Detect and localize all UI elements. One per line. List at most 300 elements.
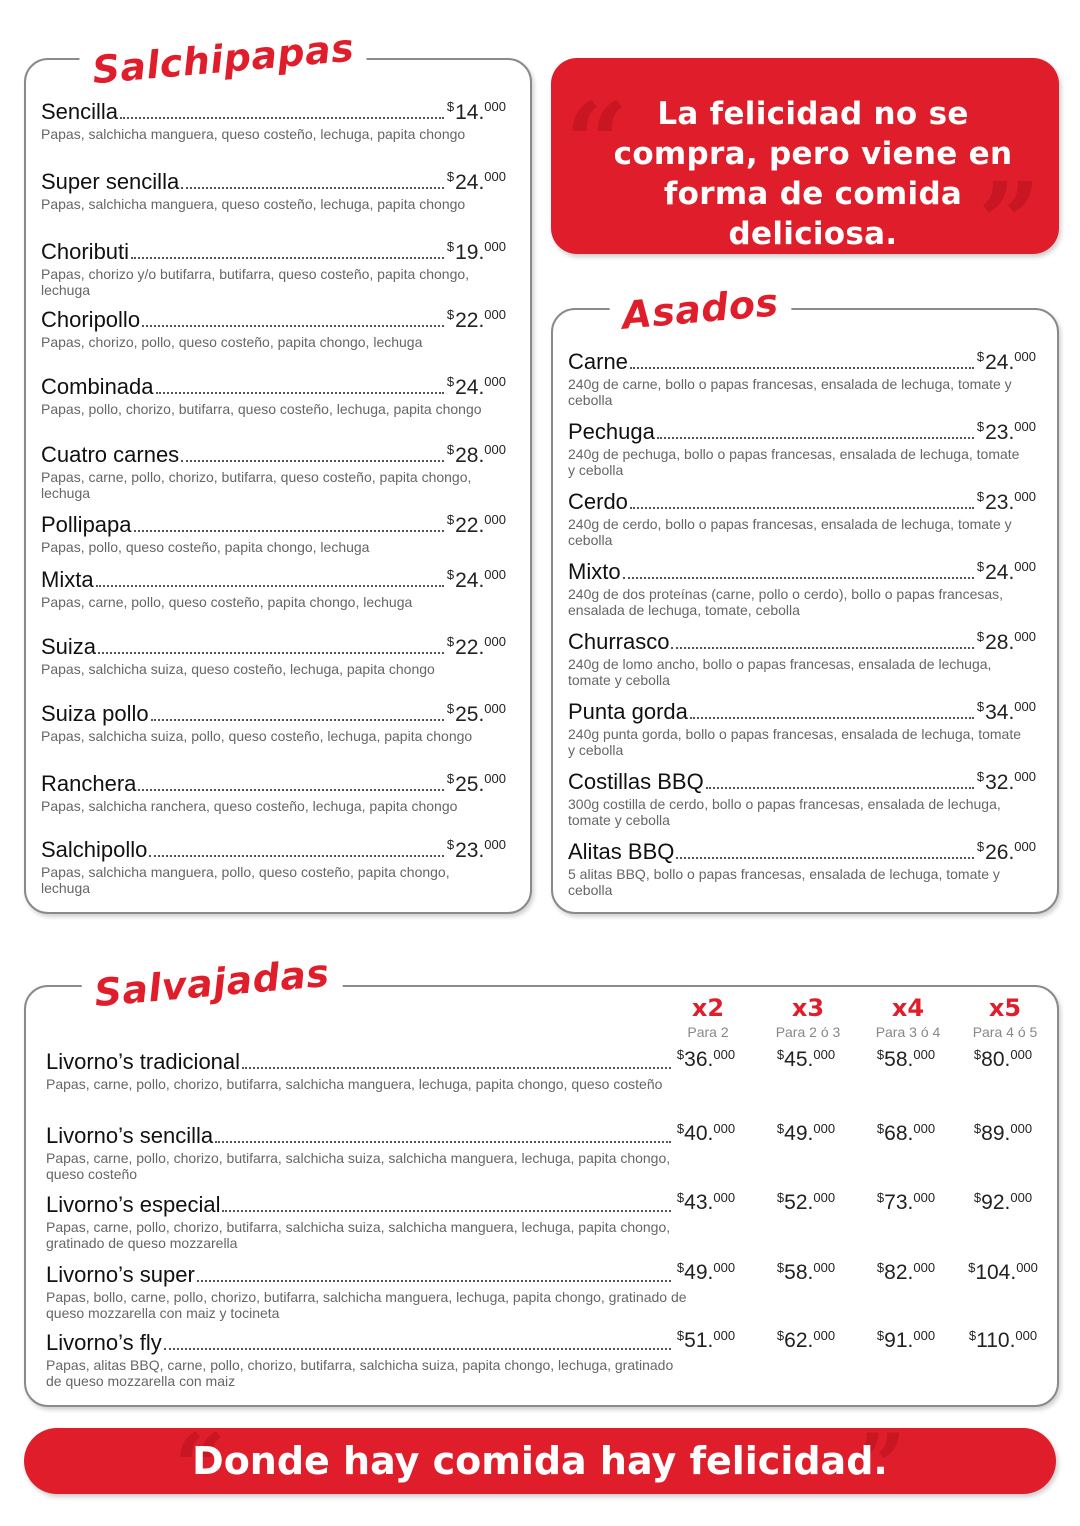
price-cents: 000 (1014, 559, 1036, 575)
currency-symbol: $ (776, 1047, 785, 1062)
price-main: 28. (455, 444, 485, 468)
menu-item-description: Papas, salchicha manguera, pollo, queso costeño, papita chongo, lechuga (41, 864, 450, 897)
menu-item-description: Papas, carne, pollo, chorizo, butifarra, queso costeño, papita chongo, lechuga (41, 469, 472, 502)
price-main: 23. (985, 491, 1015, 515)
dot-leader (215, 1141, 671, 1143)
menu-item-header (568, 490, 1036, 514)
price-main: 62. (784, 1329, 814, 1352)
menu-item-header (568, 350, 1036, 374)
price-main: 19. (455, 241, 485, 265)
price-cents: 000 (484, 701, 506, 717)
currency-symbol: $ (676, 1047, 685, 1062)
price-main: 23. (455, 839, 485, 863)
dot-leader (623, 577, 974, 579)
dot-leader (120, 117, 444, 119)
price-cents: 000 (484, 239, 506, 255)
menu-item-name: Suiza pollo (41, 701, 149, 726)
menu-item-header (568, 630, 1036, 654)
salvajada-item (46, 1193, 674, 1251)
menu-item-description: Papas, pollo, chorizo, butifarra, queso costeño, lechuga, papita chongo (41, 401, 482, 418)
menu-item-price (977, 841, 1036, 864)
dot-leader (690, 717, 974, 719)
dot-leader (96, 585, 444, 587)
menu-item (568, 490, 1036, 548)
menu-item (568, 420, 1036, 478)
dot-leader (676, 857, 973, 859)
menu-item-header (568, 560, 1036, 584)
currency-symbol: $ (446, 307, 455, 323)
price-cents: 000 (913, 1260, 936, 1275)
menu-item (41, 240, 506, 298)
menu-item-name: Salchipollo (41, 837, 148, 862)
close-quote-icon: ” (977, 158, 1041, 254)
menu-item-price (447, 636, 506, 659)
currency-symbol: $ (446, 239, 455, 255)
salvajadas-title: Salvajadas (81, 953, 343, 1013)
menu-item-header (41, 240, 506, 264)
menu-item-header (41, 772, 506, 796)
portion-multiplier: x2 (691, 994, 725, 1022)
price-main: 34. (985, 701, 1015, 725)
menu-item-header (41, 170, 506, 194)
menu-item (41, 838, 506, 896)
salvajada-item (46, 1331, 674, 1389)
menu-item-description: Papas, salchicha suiza, pollo, queso costeño, lechuga, papita chongo (41, 728, 473, 745)
price-main: 24. (985, 561, 1015, 585)
menu-item-name: Mixto (568, 559, 621, 584)
menu-item-name: Livorno’s super (46, 1262, 195, 1287)
portion-price (861, 1191, 951, 1215)
asados-title: Asados (609, 282, 792, 336)
currency-symbol: $ (973, 1047, 982, 1062)
currency-symbol: $ (973, 1190, 982, 1205)
price-main: 43. (684, 1191, 714, 1214)
menu-item-header (41, 443, 506, 467)
price-main: 22. (455, 514, 485, 538)
price-cents: 000 (1016, 1260, 1038, 1275)
menu-item-name: Sencilla (41, 99, 119, 124)
portion-price (958, 1329, 1048, 1353)
salchipapas-title: Salchipapas (79, 28, 368, 91)
price-cents: 000 (913, 1328, 936, 1343)
price-cents: 000 (1014, 769, 1036, 785)
price-main: 73. (884, 1191, 914, 1214)
currency-symbol: $ (876, 1260, 885, 1275)
menu-item-description: 240g de carne, bollo o papas francesas, ensalada de lechuga, tomate y cebolla (568, 376, 1012, 409)
price-cents: 000 (1014, 489, 1036, 505)
salvajada-item (46, 1050, 674, 1092)
menu-item-header (41, 513, 506, 537)
salvajada-item (46, 1262, 687, 1322)
price-cents: 000 (484, 442, 506, 458)
currency-symbol: $ (976, 419, 985, 435)
portion-price (661, 1329, 751, 1353)
price-cents: 000 (713, 1328, 736, 1343)
price-main: 80. (981, 1048, 1011, 1071)
portion-price (761, 1261, 851, 1285)
menu-item-name: Livorno’s especial (46, 1192, 221, 1217)
portion-price (861, 1122, 951, 1146)
portion-price (861, 1048, 951, 1072)
menu-item-price (447, 241, 506, 264)
menu-item-name: Mixta (41, 567, 94, 592)
portion-size-header (663, 994, 753, 1040)
price-main: 68. (884, 1122, 914, 1145)
price-cents: 000 (484, 634, 506, 650)
currency-symbol: $ (876, 1047, 885, 1062)
menu-item-price (447, 703, 506, 726)
portion-price (958, 1048, 1048, 1072)
menu-item-name: Ranchera (41, 771, 137, 796)
currency-symbol: $ (876, 1121, 885, 1136)
price-cents: 000 (813, 1190, 836, 1205)
portion-size-header (863, 994, 953, 1040)
menu-item-price (977, 631, 1036, 654)
menu-item-name: Super sencilla (41, 169, 180, 194)
price-main: 89. (981, 1122, 1011, 1145)
currency-symbol: $ (776, 1260, 785, 1275)
menu-item (568, 700, 1036, 758)
currency-symbol: $ (446, 169, 455, 185)
currency-symbol: $ (976, 629, 985, 645)
portion-price (661, 1191, 751, 1215)
dot-leader (131, 257, 444, 259)
menu-item-name: Choripollo (41, 307, 141, 332)
menu-item (41, 513, 506, 555)
price-main: 51. (684, 1329, 714, 1352)
dot-leader (98, 652, 444, 654)
menu-item-header (41, 308, 506, 332)
dot-leader (706, 787, 974, 789)
currency-symbol: $ (676, 1328, 685, 1343)
portion-price (661, 1048, 751, 1072)
menu-item-header (41, 635, 506, 659)
menu-item-name: Punta gorda (568, 699, 688, 724)
price-main: 91. (884, 1329, 914, 1352)
price-main: 22. (455, 309, 485, 333)
salvajada-item (46, 1124, 674, 1182)
menu-item-description: 5 alitas BBQ, bollo o papas francesas, ensalada de lechuga, tomate y cebolla (568, 866, 1000, 899)
currency-symbol: $ (776, 1190, 785, 1205)
price-cents: 000 (1010, 1190, 1033, 1205)
currency-symbol: $ (676, 1260, 685, 1275)
price-main: 25. (455, 703, 485, 727)
portion-label: Para 2 (687, 1024, 729, 1040)
price-cents: 000 (484, 99, 506, 115)
menu-item-description: Papas, salchicha suiza, queso costeño, lechuga, papita chongo (41, 661, 435, 678)
portion-size-header (763, 994, 853, 1040)
menu-item (568, 630, 1036, 688)
portion-price (861, 1261, 951, 1285)
menu-item (41, 375, 506, 417)
top-quote-text: La felicidad no se compra, pero viene en forma de comida deliciosa. (613, 96, 1013, 252)
menu-item (41, 443, 506, 501)
price-cents: 000 (1014, 629, 1036, 645)
bottom-quote-banner (24, 1428, 1056, 1494)
menu-item-name: Costillas BBQ (568, 769, 704, 794)
menu-item-header (46, 1263, 674, 1287)
currency-symbol: $ (446, 634, 455, 650)
menu-item-description: Papas, salchicha manguera, queso costeño, lechuga, papita chongo (41, 126, 466, 143)
currency-symbol: $ (976, 839, 985, 855)
menu-item-price (977, 701, 1036, 724)
open-quote-icon: “ (565, 78, 629, 207)
menu-item (41, 170, 506, 212)
menu-item-name: Livorno’s fly (46, 1330, 162, 1355)
price-main: 26. (985, 841, 1015, 865)
menu-item-header (41, 100, 506, 124)
portion-price (761, 1048, 851, 1072)
price-main: 22. (455, 636, 485, 660)
menu-item (41, 702, 506, 744)
portion-multiplier: x5 (988, 994, 1022, 1022)
dot-leader (164, 1348, 671, 1350)
menu-item-price (447, 101, 506, 124)
menu-item-price (447, 514, 506, 537)
portion-price (958, 1261, 1048, 1285)
portion-price (761, 1191, 851, 1215)
price-cents: 000 (913, 1047, 936, 1062)
portion-price (761, 1122, 851, 1146)
price-cents: 000 (1014, 699, 1036, 715)
portion-price (958, 1122, 1048, 1146)
menu-item-header (568, 700, 1036, 724)
menu-item-name: Livorno’s tradicional (46, 1049, 241, 1074)
dot-leader (134, 530, 444, 532)
currency-symbol: $ (446, 771, 455, 787)
menu-item-header (41, 702, 506, 726)
menu-item-description: 240g de pechuga, bollo o papas francesas, ensalada de lechuga, tomate y cebolla (568, 446, 1020, 479)
price-main: 52. (784, 1191, 814, 1214)
price-main: 49. (784, 1122, 814, 1145)
price-cents: 000 (1010, 1121, 1033, 1136)
menu-item (41, 772, 506, 814)
menu-item-header (41, 568, 506, 592)
price-main: 32. (985, 771, 1015, 795)
menu-item-description: Papas, chorizo y/o butifarra, butifarra, queso costeño, papita chongo, lechuga (41, 266, 470, 299)
price-cents: 000 (1014, 419, 1036, 435)
price-cents: 000 (484, 169, 506, 185)
portion-price (661, 1261, 751, 1285)
price-main: 92. (981, 1191, 1011, 1214)
price-main: 28. (985, 631, 1015, 655)
price-cents: 000 (713, 1260, 736, 1275)
menu-item-header (41, 838, 506, 862)
menu-item-name: Cerdo (568, 489, 628, 514)
portion-label: Para 3 ó 4 (875, 1024, 941, 1040)
price-main: 24. (455, 569, 485, 593)
menu-item-description: Papas, carne, pollo, queso costeño, papita chongo, lechuga (41, 594, 413, 611)
price-cents: 000 (813, 1260, 836, 1275)
menu-item-name: Suiza (41, 634, 97, 659)
currency-symbol: $ (968, 1260, 976, 1275)
menu-item-name: Choributi (41, 239, 130, 264)
price-cents: 000 (713, 1190, 736, 1205)
price-cents: 000 (484, 307, 506, 323)
menu-item-price (447, 171, 506, 194)
dot-leader (222, 1210, 671, 1212)
menu-item (568, 840, 1036, 898)
portion-price (958, 1191, 1048, 1215)
menu-item-header (568, 770, 1036, 794)
menu-item (41, 568, 506, 610)
price-main: 58. (784, 1261, 814, 1284)
dot-leader (181, 460, 444, 462)
currency-symbol: $ (968, 1328, 977, 1343)
price-main: 110. (976, 1329, 1016, 1352)
currency-symbol: $ (973, 1121, 982, 1136)
top-quote-banner (551, 58, 1059, 254)
menu-item-name: Churrasco (568, 629, 670, 654)
price-cents: 000 (1014, 349, 1036, 365)
portion-multiplier: x3 (791, 994, 825, 1022)
menu-item-header (46, 1124, 674, 1148)
price-main: 14. (455, 101, 485, 125)
price-cents: 000 (713, 1047, 736, 1062)
price-main: 23. (985, 421, 1015, 445)
open-quote-icon: “ (174, 1428, 226, 1494)
portion-price (861, 1329, 951, 1353)
portion-label: Para 4 ó 5 (972, 1024, 1038, 1040)
price-main: 82. (884, 1261, 914, 1284)
price-cents: 000 (484, 837, 506, 853)
menu-item-price (447, 444, 506, 467)
currency-symbol: $ (446, 512, 455, 528)
menu-item-header (46, 1050, 674, 1074)
menu-item-price (447, 773, 506, 796)
menu-item-description: 240g de lomo ancho, bollo o papas francesas, ensalada de lechuga, tomate y cebolla (568, 656, 992, 689)
price-main: 24. (455, 171, 485, 195)
price-cents: 000 (1015, 1328, 1038, 1343)
price-cents: 000 (913, 1121, 936, 1136)
menu-item-description: 240g punta gorda, bollo o papas francesas, ensalada de lechuga, tomate y cebolla (568, 726, 1021, 759)
menu-item-description: Papas, carne, pollo, chorizo, butifarra, salchicha suiza, salchicha manguera, lechuga, papita chongo, queso costeño (46, 1150, 671, 1183)
menu-item-header (568, 420, 1036, 444)
dot-leader (151, 719, 444, 721)
price-main: 24. (985, 351, 1015, 375)
menu-item (41, 100, 506, 142)
menu-item-name: Livorno’s sencilla (46, 1123, 214, 1148)
currency-symbol: $ (446, 99, 455, 115)
menu-item-price (977, 421, 1036, 444)
close-quote-icon: ” (854, 1428, 906, 1494)
menu-item-name: Combinada (41, 374, 154, 399)
menu-item-description: Papas, bollo, carne, pollo, chorizo, butifarra, salchicha manguera, lechuga, papita chongo, gratinado de queso mozzarella con maiz y tocineta (46, 1289, 687, 1322)
menu-item (568, 560, 1036, 618)
menu-item-description: Papas, salchicha manguera, queso costeño, lechuga, papita chongo (41, 196, 466, 213)
currency-symbol: $ (976, 559, 985, 575)
price-main: 104. (975, 1261, 1017, 1284)
menu-item-name: Cuatro carnes (41, 442, 180, 467)
menu-item-price (447, 309, 506, 332)
currency-symbol: $ (776, 1328, 785, 1343)
portion-multiplier: x4 (891, 994, 925, 1022)
dot-leader (630, 367, 974, 369)
dot-leader (142, 325, 444, 327)
menu-item (568, 770, 1036, 828)
price-cents: 000 (713, 1121, 736, 1136)
currency-symbol: $ (446, 701, 455, 717)
dot-leader (657, 437, 974, 439)
currency-symbol: $ (446, 567, 455, 583)
menu-item-name: Pechuga (568, 419, 655, 444)
price-cents: 000 (813, 1047, 836, 1062)
price-cents: 000 (1014, 839, 1036, 855)
currency-symbol: $ (446, 374, 455, 390)
dot-leader (138, 789, 443, 791)
currency-symbol: $ (446, 442, 455, 458)
dot-leader (181, 187, 444, 189)
menu-item-name: Carne (568, 349, 628, 374)
price-main: 58. (884, 1048, 914, 1071)
portion-label: Para 2 ó 3 (775, 1024, 841, 1040)
price-main: 40. (684, 1122, 714, 1145)
menu-item-description: Papas, carne, pollo, chorizo, butifarra, salchicha manguera, lechuga, papita chongo, queso costeño (46, 1076, 663, 1093)
menu-item-description: 240g de dos proteínas (carne, pollo o cerdo), bollo o papas francesas, ensalada de lechuga, tomate, cebolla (568, 586, 1004, 619)
menu-item-description: Papas, alitas BBQ, carne, pollo, chorizo, butifarra, salchicha suiza, papita chongo, lechuga, gratinado de queso mozzarella con maiz (46, 1357, 674, 1390)
currency-symbol: $ (976, 349, 985, 365)
menu-item (568, 350, 1036, 408)
currency-symbol: $ (676, 1190, 685, 1205)
price-cents: 000 (484, 567, 506, 583)
dot-leader (156, 392, 444, 394)
dot-leader (197, 1280, 671, 1282)
currency-symbol: $ (976, 489, 985, 505)
currency-symbol: $ (976, 699, 985, 715)
menu-item-description: Papas, pollo, queso costeño, papita chongo, lechuga (41, 539, 370, 556)
price-cents: 000 (813, 1121, 836, 1136)
price-main: 25. (455, 773, 485, 797)
menu-item (41, 635, 506, 677)
menu-item-header (46, 1331, 674, 1355)
currency-symbol: $ (976, 769, 985, 785)
price-main: 49. (684, 1261, 714, 1284)
price-cents: 000 (484, 771, 506, 787)
currency-symbol: $ (876, 1190, 885, 1205)
price-cents: 000 (484, 512, 506, 528)
menu-item-description: 300g costilla de cerdo, bollo o papas francesas, ensalada de lechuga, tomate y cebolla (568, 796, 1001, 829)
currency-symbol: $ (876, 1328, 885, 1343)
currency-symbol: $ (676, 1121, 685, 1136)
menu-item-description: Papas, carne, pollo, chorizo, butifarra, salchicha suiza, salchicha manguera, lechuga, papita chongo, gratinado de queso mozzarella (46, 1219, 671, 1252)
menu-item-price (977, 771, 1036, 794)
dot-leader (242, 1067, 671, 1069)
price-cents: 000 (913, 1190, 936, 1205)
menu-item-price (447, 839, 506, 862)
price-cents: 000 (484, 374, 506, 390)
menu-item-name: Pollipapa (41, 512, 132, 537)
menu-item-header (568, 840, 1036, 864)
price-cents: 000 (813, 1328, 836, 1343)
portion-price (761, 1329, 851, 1353)
dot-leader (671, 647, 973, 649)
menu-item-price (447, 569, 506, 592)
portion-size-header (960, 994, 1050, 1040)
price-main: 36. (684, 1048, 714, 1071)
currency-symbol: $ (446, 837, 455, 853)
price-cents: 000 (1010, 1047, 1033, 1062)
menu-item-description: Papas, salchicha ranchera, queso costeño, lechuga, papita chongo (41, 798, 458, 815)
menu-item-description: Papas, chorizo, pollo, queso costeño, papita chongo, lechuga (41, 334, 423, 351)
dot-leader (149, 855, 443, 857)
menu-item-header (41, 375, 506, 399)
menu-item-name: Alitas BBQ (568, 839, 675, 864)
dot-leader (630, 507, 974, 509)
price-main: 24. (455, 376, 485, 400)
portion-price (661, 1122, 751, 1146)
price-main: 45. (784, 1048, 814, 1071)
menu-item-price (447, 376, 506, 399)
